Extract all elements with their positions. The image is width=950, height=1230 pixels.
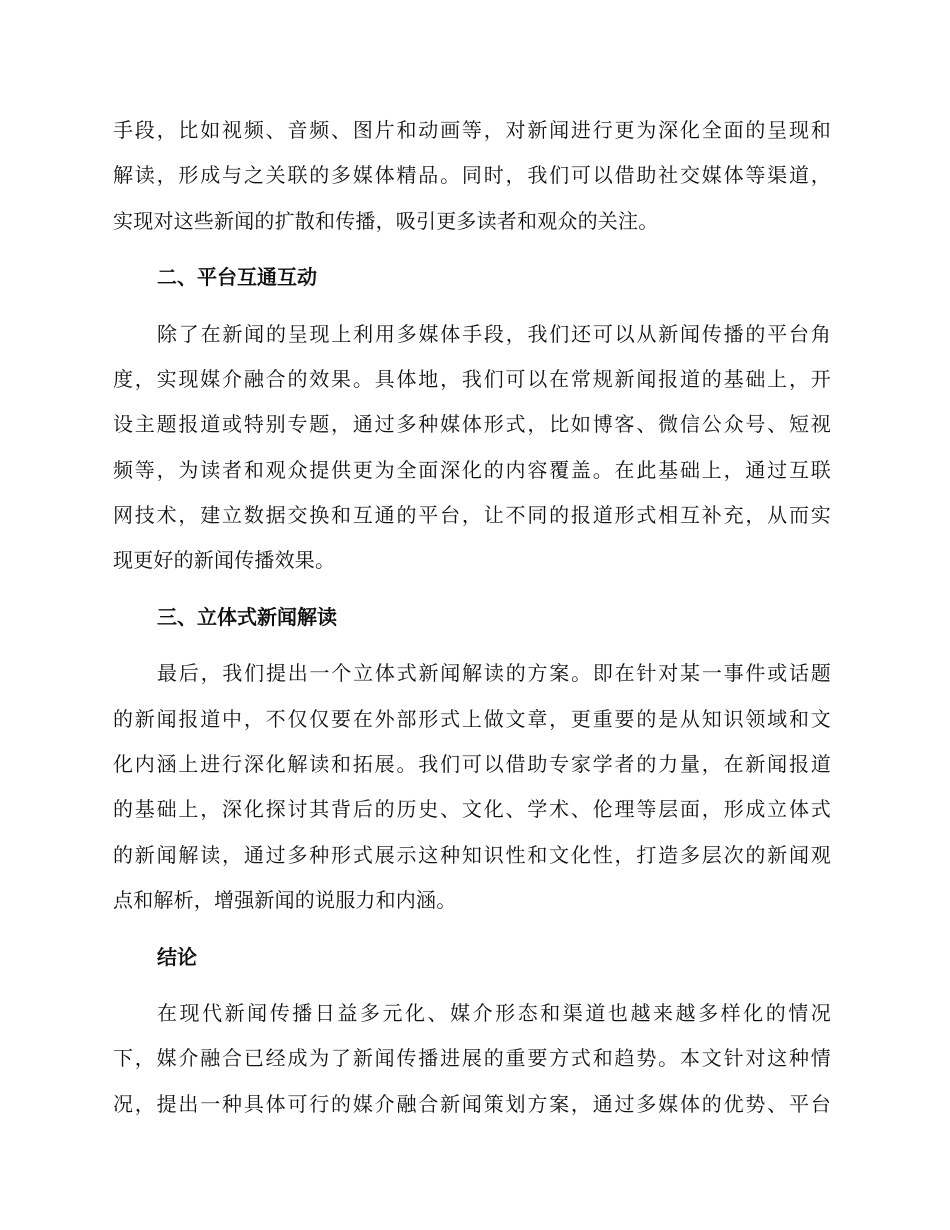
text-line: 设主题报道或特别专题，通过多种媒体形式，比如博客、微信公众号、短视 bbox=[113, 412, 831, 437]
text-line: 网技术，建立数据交换和互通的平台，让不同的报道形式相互补充，从而实 bbox=[113, 502, 831, 527]
text-line: 化内涵上进行深化解读和拓展。我们可以借助专家学者的力量，在新闻报道 bbox=[113, 752, 831, 777]
paragraph-conclusion bbox=[113, 991, 831, 1127]
text-line: 的新闻报道中，不仅仅要在外部形式上做文章，更重要的是从知识领域和文 bbox=[113, 706, 831, 731]
document-page bbox=[113, 108, 831, 1127]
text-line: 的基础上，深化探讨其背后的历史、文化、学术、伦理等层面，形成立体式 bbox=[113, 797, 831, 822]
text-line: 实现对这些新闻的扩散和传播，吸引更多读者和观众的关注。 bbox=[113, 208, 659, 233]
paragraph-multimedia-continued bbox=[113, 108, 831, 244]
section-heading-conclusion: 结论 bbox=[157, 944, 197, 969]
paragraph-3d-interpretation bbox=[113, 651, 831, 923]
text-line: 的新闻解读，通过多种形式展示这种知识性和文化性，打造多层次的新闻观 bbox=[113, 842, 831, 867]
section-heading-3d-interpretation: 三、立体式新闻解读 bbox=[157, 604, 337, 629]
text-line: 现更好的新闻传播效果。 bbox=[113, 548, 336, 573]
text-line: 手段，比如视频、音频、图片和动画等，对新闻进行更为深化全面的呈现和 bbox=[113, 118, 831, 142]
text-line: 解读，形成与之关联的多媒体精品。同时，我们可以借助社交媒体等渠道， bbox=[113, 163, 831, 188]
text-line: 在现代新闻传播日益多元化、媒介形态和渠道也越来越多样化的情况 bbox=[157, 1001, 831, 1026]
paragraph-platform bbox=[113, 312, 831, 584]
text-line: 下，媒介融合已经成为了新闻传播进展的重要方式和趋势。本文针对这种情 bbox=[113, 1046, 831, 1071]
text-line: 点和解析，增强新闻的说服力和内涵。 bbox=[113, 887, 457, 912]
text-line: 况，提出一种具体可行的媒介融合新闻策划方案，通过多媒体的优势、平台 bbox=[113, 1091, 831, 1116]
text-line: 频等，为读者和观众提供更为全面深化的内容覆盖。在此基础上，通过互联 bbox=[113, 457, 831, 482]
text-line: 度，实现媒介融合的效果。具体地，我们可以在常规新闻报道的基础上，开 bbox=[113, 367, 831, 392]
section-heading-platform: 二、平台互通互动 bbox=[157, 265, 317, 290]
text-line: 除了在新闻的呈现上利用多媒体手段，我们还可以从新闻传播的平台角 bbox=[157, 321, 831, 346]
text-line: 最后，我们提出一个立体式新闻解读的方案。即在针对某一事件或话题 bbox=[157, 661, 831, 686]
